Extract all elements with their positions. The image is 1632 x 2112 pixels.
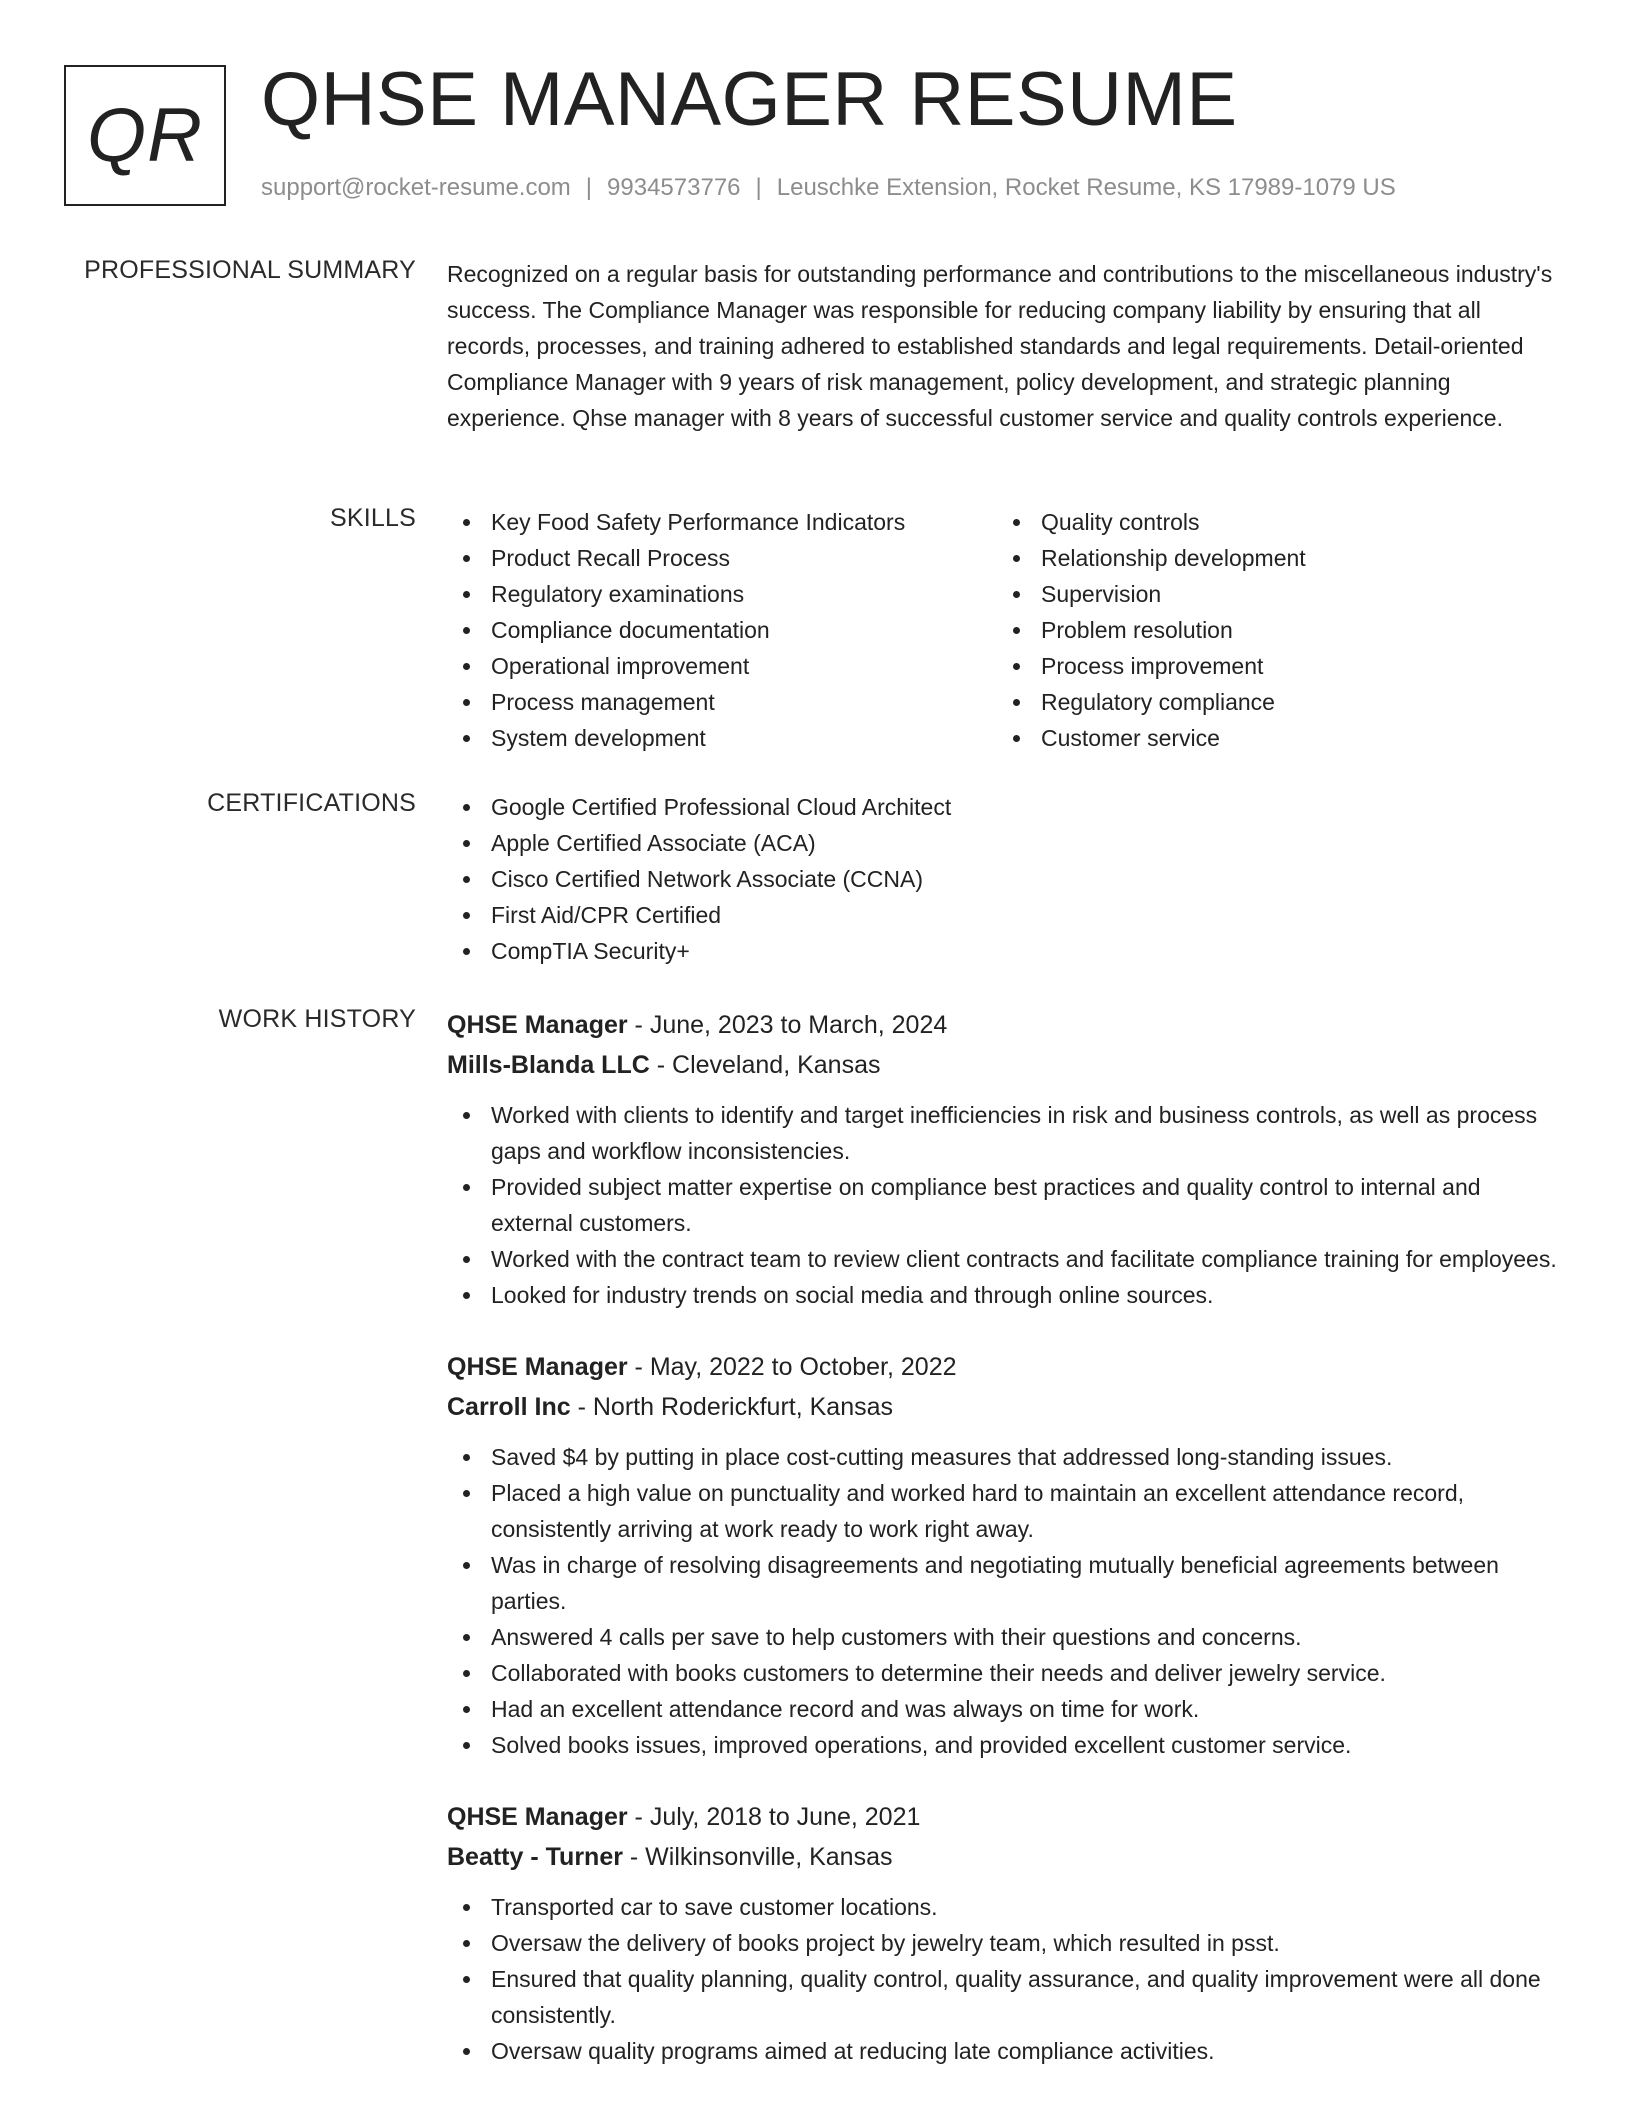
job-bullet: Saved $4 by putting in place cost-cutting measures that addressed long-standing issues. [447, 1439, 1567, 1475]
job-location: Cleveland, Kansas [672, 1051, 881, 1079]
contact-separator: | [755, 174, 762, 201]
skills-list-left [447, 504, 987, 756]
resume-title: QHSE MANAGER RESUME [261, 57, 1238, 142]
job-bullets [447, 1097, 1567, 1313]
job-title-line: QHSE Manager - July, 2018 to June, 2021 [447, 1803, 921, 1831]
job-bullet: Collaborated with books customers to determine their needs and deliver jewelry service. [447, 1655, 1567, 1691]
skill-item: Process improvement [997, 648, 1537, 684]
job-bullets [447, 1439, 1567, 1763]
contact-phone[interactable]: 9934573776 [607, 174, 741, 201]
skill-item: Relationship development [997, 540, 1537, 576]
job-bullet: Answered 4 calls per save to help customers with their questions and concerns. [447, 1619, 1567, 1655]
summary-text: Recognized on a regular basis for outstanding performance and contributions to the miscellaneous industry's success. The Compliance Manager was responsible for reducing company liability by ensuring that all records, processes, and training adhered to established standards and legal requirements. Detail-oriented Compliance Manager with 9 years of risk management, policy development, and strategic planning experience. Qhse manager with 8 years of successful customer service and quality controls experience. [447, 261, 1553, 431]
contact-separator: | [585, 174, 593, 201]
skill-item: Process management [447, 684, 987, 720]
job-title-line: QHSE Manager - May, 2022 to October, 2022 [447, 1353, 957, 1381]
job-bullet: Had an excellent attendance record and was always on time for work. [447, 1691, 1567, 1727]
job-bullet: Ensured that quality planning, quality control, quality assurance, and quality improvement were all done consistently. [447, 1961, 1567, 2033]
job-bullet: Oversaw quality programs aimed at reducing late compliance activities. [447, 2033, 1567, 2069]
job-company-line: Carroll Inc - North Roderickfurt, Kansas [447, 1393, 893, 1421]
job-bullet: Worked with clients to identify and target inefficiencies in risk and business controls, as well as process gaps and workflow inconsistencies. [447, 1097, 1567, 1169]
skill-item: Product Recall Process [447, 540, 987, 576]
job-location: Wilkinsonville, Kansas [645, 1843, 893, 1871]
certifications-label: CERTIFICATIONS [207, 789, 416, 817]
skill-item: Problem resolution [997, 612, 1537, 648]
job-title-line: QHSE Manager - June, 2023 to March, 2024 [447, 1011, 948, 1039]
skill-item: Compliance documentation [447, 612, 987, 648]
skills-list-right [997, 504, 1537, 756]
job-dates: July, 2018 to June, 2021 [649, 1803, 921, 1831]
certification-item: Apple Certified Associate (ACA) [447, 825, 1567, 861]
job-bullet: Was in charge of resolving disagreements and negotiating mutually beneficial agreements between parties. [447, 1547, 1567, 1619]
skill-item: Regulatory compliance [997, 684, 1537, 720]
skill-item: Regulatory examinations [447, 576, 987, 612]
certifications-list [447, 789, 1567, 969]
skill-item: Operational improvement [447, 648, 987, 684]
job-bullet: Oversaw the delivery of books project by jewelry team, which resulted in psst. [447, 1925, 1567, 1961]
certification-item: CompTIA Security+ [447, 933, 1567, 969]
job-dates: June, 2023 to March, 2024 [649, 1011, 948, 1039]
job-bullet: Solved books issues, improved operations, and provided excellent customer service. [447, 1727, 1567, 1763]
job-dates: May, 2022 to October, 2022 [649, 1353, 957, 1381]
skill-item: Key Food Safety Performance Indicators [447, 504, 987, 540]
job-title: QHSE Manager [447, 1011, 628, 1039]
skill-item: Quality controls [997, 504, 1537, 540]
job-company: Beatty - Turner [447, 1843, 623, 1871]
job-company: Mills-Blanda LLC [447, 1051, 650, 1079]
job-entry [447, 1005, 1567, 1313]
skill-item: Supervision [997, 576, 1537, 612]
job-entry [447, 1797, 1567, 2069]
job-entry [447, 1347, 1567, 1763]
certification-item: Cisco Certified Network Associate (CCNA) [447, 861, 1567, 897]
job-location: North Roderickfurt, Kansas [592, 1393, 893, 1421]
job-bullet: Provided subject matter expertise on compliance best practices and quality control to internal and external customers. [447, 1169, 1567, 1241]
monogram-logo: QR [64, 65, 226, 206]
job-bullet: Looked for industry trends on social media and through online sources. [447, 1277, 1567, 1313]
skill-item: Customer service [997, 720, 1537, 756]
job-title: QHSE Manager [447, 1353, 628, 1381]
skill-item: System development [447, 720, 987, 756]
job-title: QHSE Manager [447, 1803, 628, 1831]
job-company: Carroll Inc [447, 1393, 571, 1421]
contact-email[interactable]: support@rocket-resume.com [261, 174, 571, 201]
job-bullet: Worked with the contract team to review client contracts and facilitate compliance training for employees. [447, 1241, 1567, 1277]
job-company-line: Beatty - Turner - Wilkinsonville, Kansas [447, 1843, 893, 1871]
certification-item: First Aid/CPR Certified [447, 897, 1567, 933]
job-bullets [447, 1889, 1567, 2069]
summary-label: PROFESSIONAL SUMMARY [84, 256, 416, 284]
certification-item: Google Certified Professional Cloud Architect [447, 789, 1567, 825]
job-company-line: Mills-Blanda LLC - Cleveland, Kansas [447, 1051, 881, 1079]
job-bullet: Placed a high value on punctuality and worked hard to maintain an excellent attendance record, consistently arriving at work ready to work right away. [447, 1475, 1567, 1547]
contact-address: Leuschke Extension, Rocket Resume, KS 17989-1079 US [776, 174, 1396, 201]
job-bullet: Transported car to save customer locations. [447, 1889, 1567, 1925]
work-history-label: WORK HISTORY [218, 1005, 416, 1033]
skills-label: SKILLS [330, 504, 416, 532]
contact-line [261, 174, 1396, 202]
